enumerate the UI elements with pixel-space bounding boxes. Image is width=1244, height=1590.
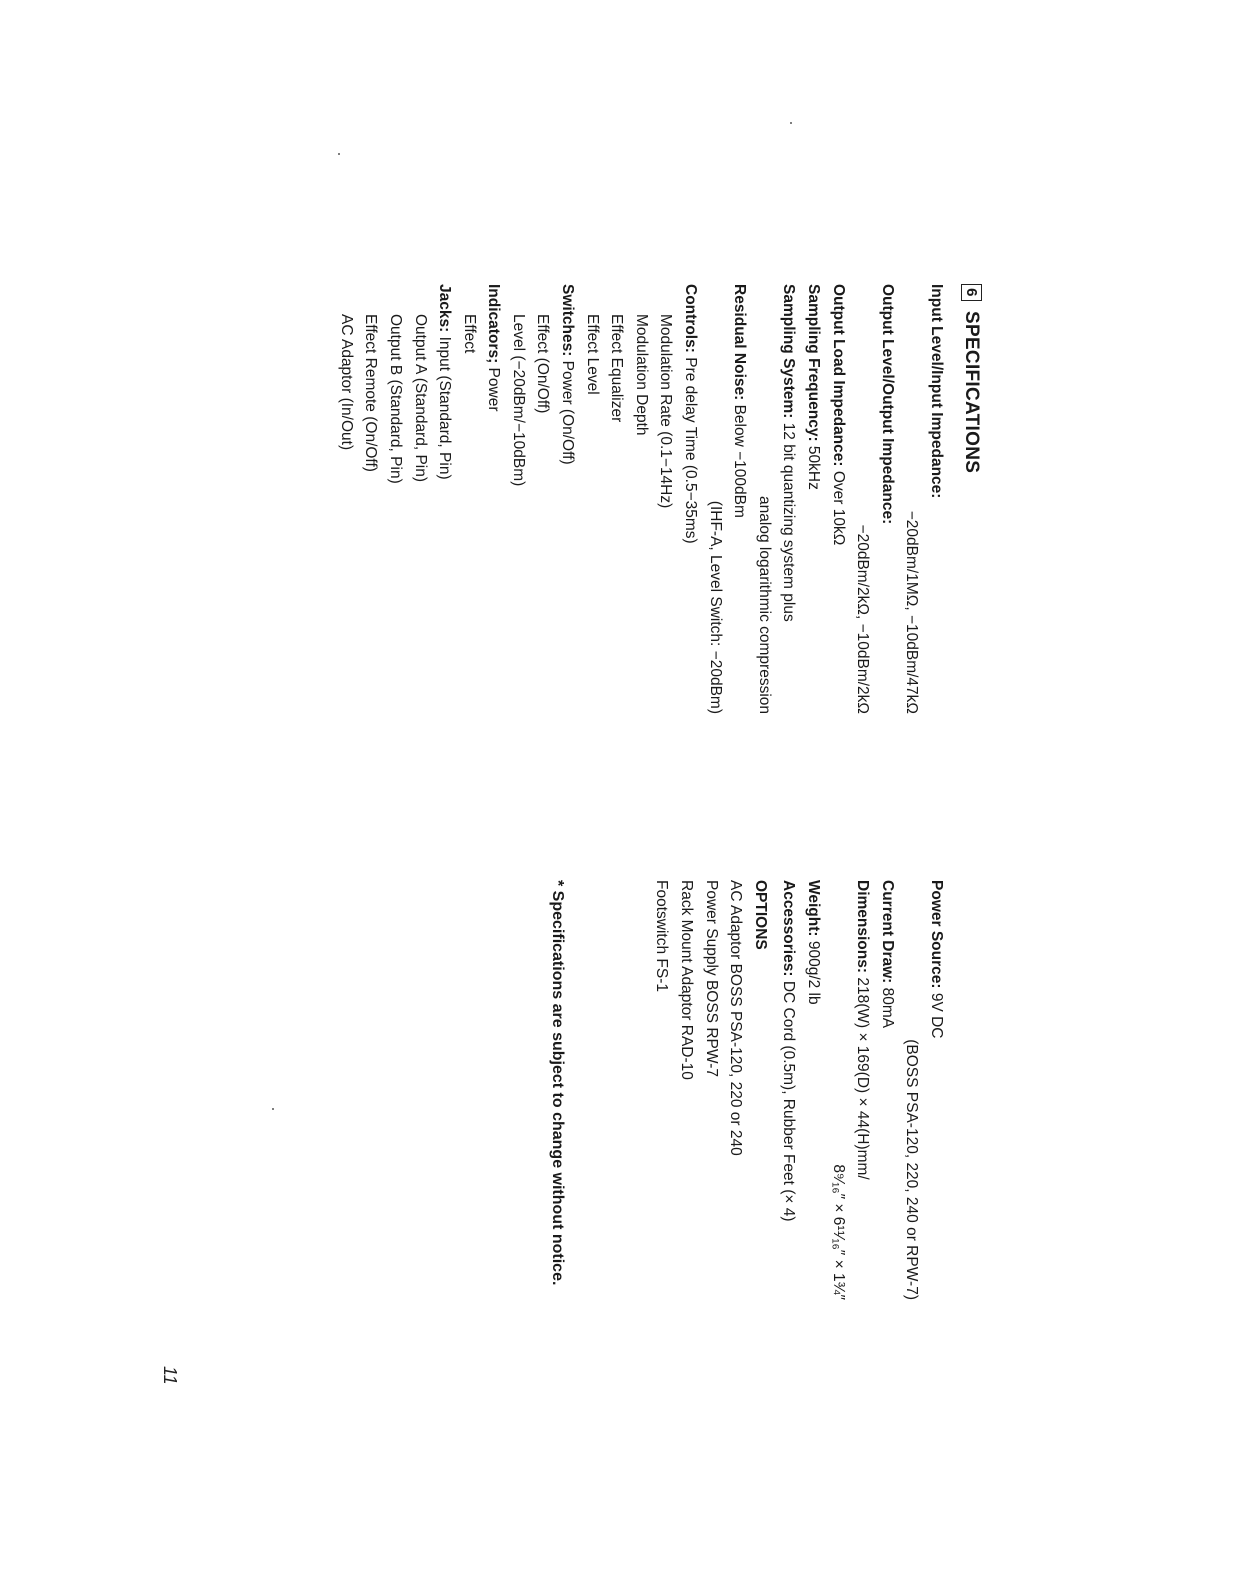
- spec-row: [899, 284, 924, 714]
- spec-row: [649, 880, 674, 1300]
- spec-row: [776, 880, 801, 1300]
- spec-value: 900g/2 lb: [805, 940, 823, 1005]
- spec-label: Sampling Frequency:: [805, 284, 823, 446]
- spec-value: analog logarithmic compression: [755, 496, 773, 714]
- spec-row: [358, 284, 383, 714]
- spec-value: Power (On/Off): [559, 360, 577, 465]
- spec-value: AC Adaptor (In/Out): [337, 314, 355, 451]
- spec-label: Sampling System:: [780, 284, 798, 423]
- spec-row: [825, 880, 850, 1300]
- spec-row: [874, 284, 899, 714]
- spec-value: 9V DC: [928, 992, 945, 1039]
- spec-value: 12 bit quantizing system plus: [780, 422, 798, 622]
- spec-value: Level (−20dBm/−10dBm): [509, 314, 527, 487]
- spec-value: AC Adaptor BOSS PSA-120, 220 or 240: [727, 880, 745, 1156]
- spec-value: Over 10kΩ: [829, 470, 847, 546]
- spec-value: (BOSS PSA-120, 220, 240 or RPW-7): [903, 1039, 921, 1300]
- spec-label: Controls:: [682, 284, 700, 358]
- spec-row: [723, 880, 748, 1300]
- spec-row: [456, 284, 481, 714]
- spec-row: [555, 284, 580, 714]
- spec-row: [874, 880, 899, 1300]
- spec-value: 218(W) × 169(D) × 44(H)mm/: [854, 977, 872, 1180]
- speck-mark: [272, 1108, 274, 1110]
- spec-label: Indicators;: [485, 284, 503, 368]
- spec-value: Pre delay Time (0.5−35ms): [682, 357, 700, 544]
- spec-row: [333, 284, 358, 714]
- spec-row: [505, 284, 530, 714]
- spec-row: [751, 284, 776, 714]
- spec-row: [800, 880, 825, 1300]
- spec-value: Effect Equalizer: [608, 314, 626, 423]
- spec-row: [747, 880, 772, 1300]
- spec-row: [776, 284, 801, 714]
- spec-value: DC Cord (0.5m), Rubber Feet (× 4): [780, 980, 798, 1222]
- notice-text: * Specifications are subject to change without notice.: [549, 880, 566, 1286]
- spec-row: [800, 284, 825, 714]
- spec-value: Effect Level: [583, 314, 601, 395]
- spec-row: [481, 284, 506, 714]
- spec-value: Output B (Standard, Pin): [386, 314, 404, 484]
- spec-value: −20dBm/1MΩ, −10dBm/47kΩ: [903, 510, 921, 714]
- spec-label: Accessories:: [780, 880, 798, 981]
- spec-value: (IHF-A, Level Switch: −20dBm): [706, 500, 724, 714]
- spec-value: Effect (On/Off): [534, 314, 552, 414]
- spec-value: Modulation Rate (0.1−14Hz): [657, 314, 675, 509]
- spec-row: [677, 284, 702, 714]
- spec-label: Input Level/Input Impedance:: [928, 284, 945, 499]
- page-number: 11: [160, 1366, 180, 1385]
- spec-row: [407, 284, 432, 714]
- spec-value: Input (Standard, Pin): [436, 336, 454, 480]
- spec-value: 8⁹⁄₁₆″ × 6¹¹⁄₁₆″ × 1¾″: [829, 1164, 847, 1300]
- spec-value: 80mA: [878, 987, 896, 1029]
- spec-row: [702, 284, 727, 714]
- spec-list-left: [333, 284, 948, 714]
- spec-row: [628, 284, 653, 714]
- spec-row: [727, 284, 752, 714]
- spec-row: [850, 284, 875, 714]
- spec-label: Jacks:: [436, 284, 454, 337]
- spec-label: Weight:: [805, 880, 823, 941]
- spec-value: Power Supply BOSS RPW-7: [702, 880, 720, 1077]
- section-heading: [960, 284, 982, 473]
- spec-label: Dimensions:: [854, 880, 872, 978]
- spec-row: [899, 880, 924, 1300]
- spec-row: [579, 284, 604, 714]
- spec-value: Output A (Standard, Pin): [411, 314, 429, 483]
- spec-label: Current Draw:: [878, 880, 896, 988]
- spec-label: Power Source:: [928, 880, 945, 993]
- spec-row: [698, 880, 723, 1300]
- spec-row: [923, 284, 948, 714]
- spec-row: [923, 880, 948, 1300]
- spec-row: [850, 880, 875, 1300]
- spec-row: [673, 880, 698, 1300]
- spec-row: [825, 284, 850, 714]
- spec-label: Switches:: [559, 284, 577, 361]
- spec-row: [653, 284, 678, 714]
- spec-row: [382, 284, 407, 714]
- spec-value: Power: [485, 367, 503, 412]
- spec-row: [604, 284, 629, 714]
- speck-mark: [790, 122, 792, 124]
- speck-mark: [338, 153, 340, 155]
- spec-list-right: [649, 880, 948, 1300]
- spec-value: Effect: [460, 314, 478, 354]
- spec-label: Output Level/Output Impedance:: [878, 284, 896, 525]
- spec-label: Residual Noise:: [731, 284, 749, 405]
- spec-value: Effect Remote (On/Off): [362, 314, 380, 472]
- section-title: SPECIFICATIONS: [961, 311, 982, 474]
- spec-value: 50kHz: [805, 445, 823, 490]
- options-heading: OPTIONS: [751, 880, 769, 950]
- spec-value: Below −100dBm: [731, 404, 749, 518]
- section-number-box: 6: [961, 284, 982, 301]
- spec-row: [530, 284, 555, 714]
- spec-value: Modulation Depth: [632, 314, 650, 436]
- spec-label: Output Load Impedance:: [829, 284, 847, 471]
- spec-value: Rack Mount Adaptor RAD-10: [678, 880, 696, 1080]
- spec-value: Footswitch FS-1: [653, 880, 671, 992]
- spec-value: −20dBm/2kΩ, −10dBm/2kΩ: [854, 524, 872, 714]
- spec-row: [432, 284, 457, 714]
